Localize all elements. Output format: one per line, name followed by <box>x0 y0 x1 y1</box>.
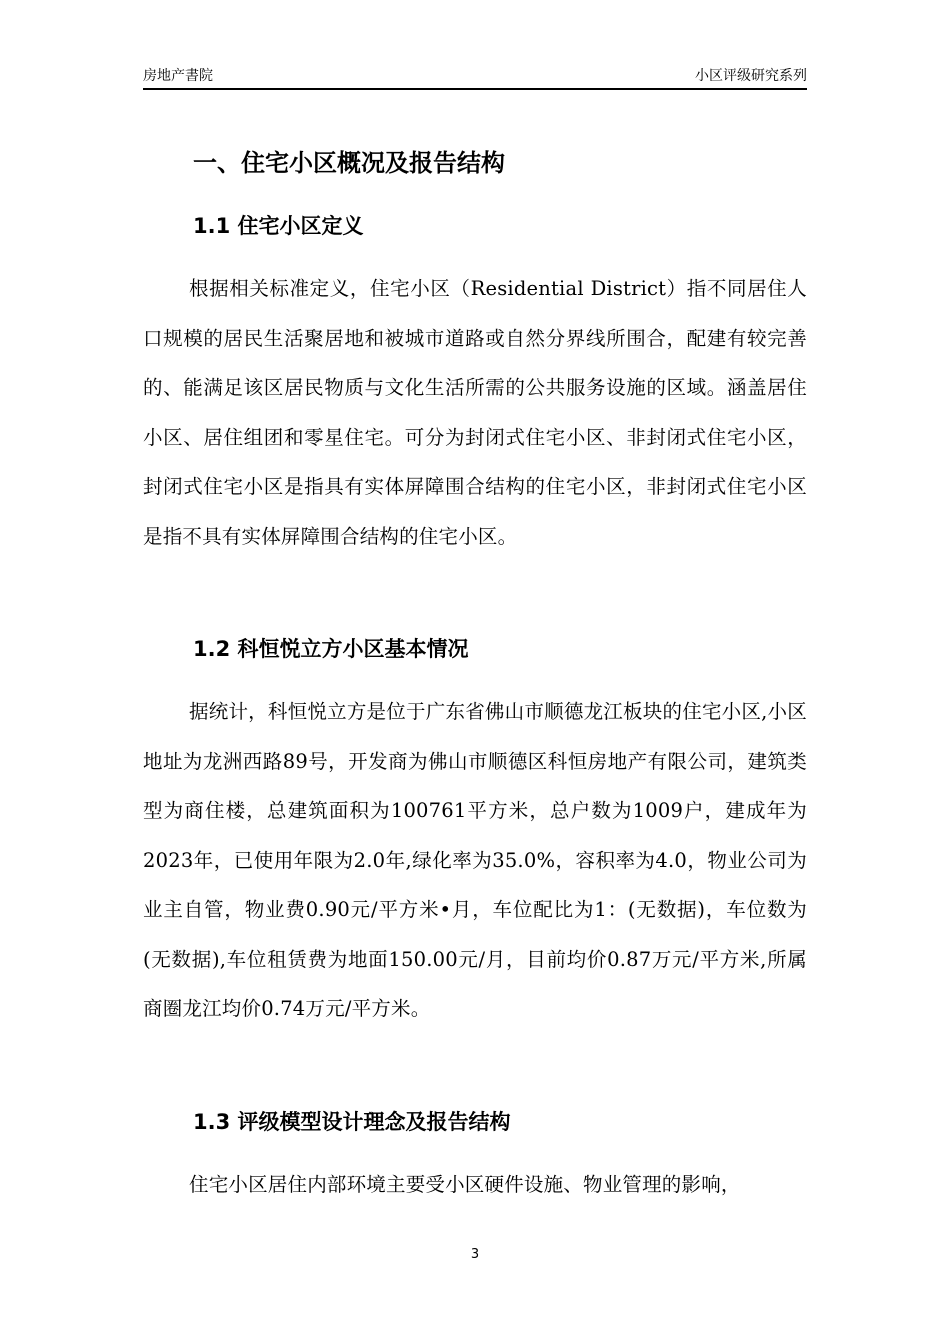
paragraph-definition: 根据相关标准定义，住宅小区（Residential District）指不同居住人口规模的居民生活聚居地和被城市道路或自然分界线所围合，配建有较完善的、能满足该区居民物质与文化生活所需的公共服务设施的区域。涵盖居住小区、居住组团和零星住宅。可分为封闭式住宅小区、非封闭式住宅小区，封闭式住宅小区是指具有实体屏障围合结构的住宅小区，非封闭式住宅小区是指不具有实体屏障围合结构的住宅小区。 <box>143 277 807 548</box>
subsection-heading-1-1: 1.1 住宅小区定义 <box>193 214 364 238</box>
header-series-title: 小区评级研究系列 <box>695 68 807 84</box>
subsection-heading-1-3: 1.3 评级模型设计理念及报告结构 <box>193 1110 511 1134</box>
page-header <box>143 66 807 88</box>
paragraph-basic-info: 据统计，科恒悦立方是位于广东省佛山市顺德龙江板块的住宅小区,小区地址为龙洲西路89号，开发商为佛山市顺德区科恒房地产有限公司，建筑类型为商住楼，总建筑面积为100761平方米，总户数为1009户，建成年为2023年，已使用年限为2.0年,绿化率为35.0%，容积率为4.0，物业公司为业主自管，物业费0.90元/平方米•月，车位配比为1：(无数据)，车位数为(无数据),车位租赁费为地面150.00元/月，目前均价0.87万元/平方米,所属商圈龙江均价0.74万元/平方米。 <box>143 700 807 1020</box>
header-divider <box>143 88 807 90</box>
header-publisher: 房地产書院 <box>143 68 213 84</box>
subsection-heading-1-2: 1.2 科恒悦立方小区基本情况 <box>193 637 469 661</box>
paragraph-model-design: 住宅小区居住内部环境主要受小区硬件设施、物业管理的影响， <box>189 1173 741 1196</box>
page-number: 3 <box>470 1247 480 1262</box>
section-title: 一、住宅小区概况及报告结构 <box>193 149 505 177</box>
